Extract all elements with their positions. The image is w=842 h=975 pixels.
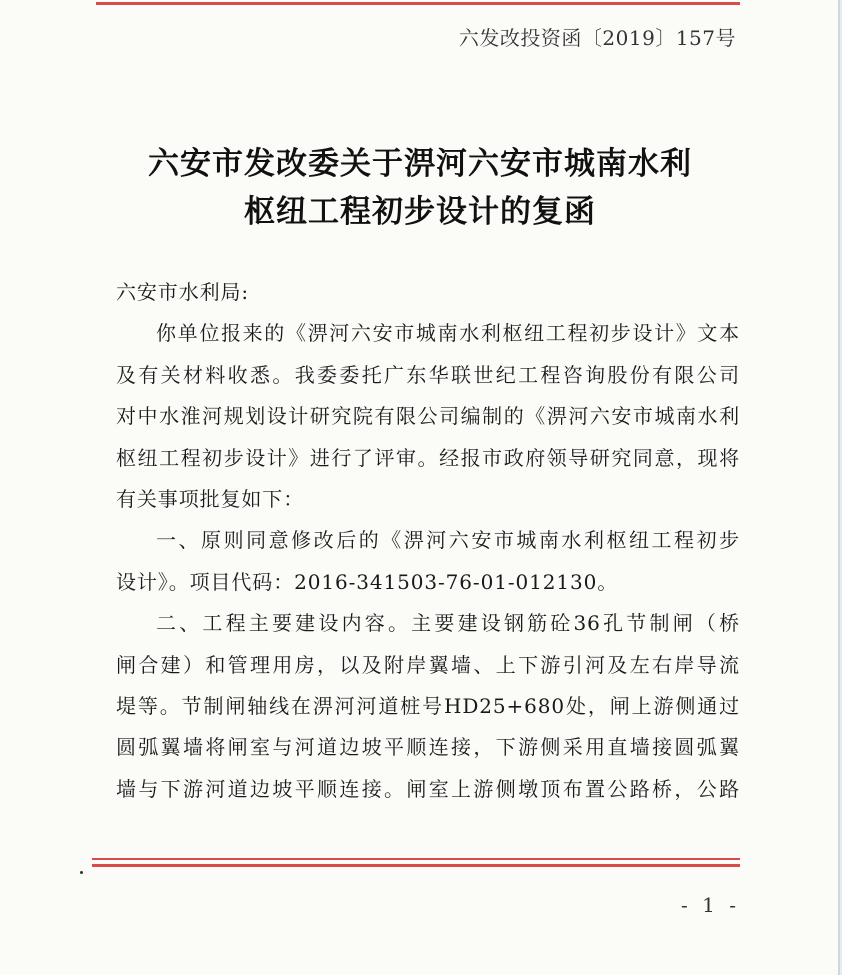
- body-line-8: 二、工程主要建设内容。主要建设钢筋砼36孔节制闸（桥: [156, 611, 740, 636]
- body-line-4: 枢纽工程初步设计》进行了评审。经报市政府领导研究同意，现将: [116, 445, 740, 470]
- bottom-rule-thick: [92, 864, 740, 867]
- bottom-red-rules: [92, 858, 740, 867]
- title-line-2: 枢纽工程初步设计的复函: [244, 194, 596, 230]
- document-number: 六发改投资函〔2019〕157号: [458, 26, 736, 50]
- body-line-5: 有关事项批复如下：: [116, 486, 305, 511]
- body-line-10: 堤等。节制闸轴线在淠河河道桩号HD25+680处，闸上游侧通过: [116, 693, 740, 718]
- body-line-7: 设计》。项目代码：2016-341503-76-01-012130。: [116, 569, 619, 594]
- top-red-rule: [96, 2, 740, 5]
- salutation: 六安市水利局:: [116, 280, 250, 304]
- bottom-rule-thin: [92, 858, 740, 860]
- body-line-12: 墙与下游河道边坡平顺连接。闸室上游侧墩顶布置公路桥，公路: [116, 776, 740, 801]
- document-title: [100, 140, 740, 236]
- body-line-9: 闸合建）和管理用房，以及附岸翼墙、上下游引河及左右岸导流: [116, 652, 740, 677]
- body-line-3: 对中水淮河规划设计研究院有限公司编制的《淠河六安市城南水利: [116, 404, 740, 429]
- body-line-1: 你单位报来的《淠河六安市城南水利枢纽工程初步设计》文本: [156, 321, 740, 346]
- document-body: [116, 272, 740, 810]
- body-line-2: 及有关材料收悉。我委委托广东华联世纪工程咨询股份有限公司: [116, 362, 740, 387]
- title-line-1: 六安市发改委关于淠河六安市城南水利: [148, 146, 692, 182]
- page-number: - 1 -: [681, 893, 740, 917]
- body-line-6: 一、原则同意修改后的《淠河六安市城南水利枢纽工程初步: [156, 528, 740, 553]
- margin-mark: [80, 871, 83, 874]
- body-line-11: 圆弧翼墙将闸室与河道边坡平顺连接，下游侧采用直墙接圆弧翼: [116, 735, 740, 760]
